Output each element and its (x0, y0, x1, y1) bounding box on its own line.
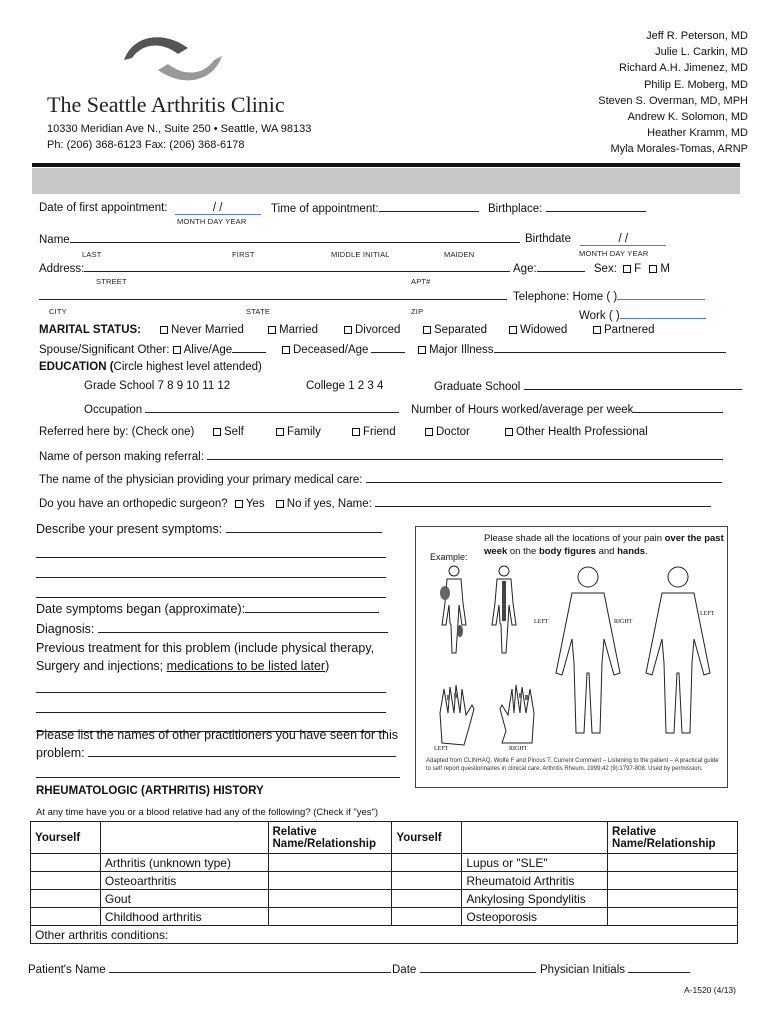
body-left2-label: LEFT (700, 611, 715, 617)
referred-option-label: Self (224, 426, 244, 438)
hand-left-label: LEFT (434, 746, 449, 752)
name-field[interactable] (70, 233, 520, 243)
relative-cell[interactable] (608, 890, 738, 908)
body-figures-icon[interactable] (426, 563, 726, 749)
col-relative: Relative Name/Relationship (608, 822, 738, 854)
marital-option-label: Widowed (520, 324, 568, 336)
symptoms-line[interactable] (36, 588, 386, 598)
name-label: Name (39, 234, 70, 246)
referred-self-checkbox[interactable] (213, 428, 221, 436)
history-table (30, 821, 738, 944)
other-conditions-cell[interactable]: Other arthritis conditions: (31, 926, 738, 944)
birthplace-label: Birthplace: (488, 203, 543, 215)
initials-row (540, 963, 690, 976)
age-label: Age: (513, 263, 537, 275)
name-row (39, 233, 520, 246)
physician-row (39, 473, 722, 486)
spouse-deceased-label: Deceased/Age (293, 344, 369, 356)
marital-option-label: Divorced (355, 324, 401, 336)
date-first-appt-label: Date of first appointment: (39, 202, 168, 214)
yourself-cell[interactable] (31, 872, 101, 890)
spouse-deceased-row (282, 343, 405, 356)
referred-label: Referred here by: (Check one) (39, 426, 195, 438)
ortho-name-field[interactable] (375, 497, 711, 507)
sex-f-label: F (634, 263, 642, 275)
referred-friend-checkbox[interactable] (352, 428, 360, 436)
marital-separated (423, 324, 487, 336)
condition-cell: Lupus or "SLE" (462, 854, 608, 872)
time-appt-field[interactable] (379, 202, 479, 212)
doctor-name: Richard A.H. Jimenez, MD (619, 62, 748, 75)
marital-partnered (593, 324, 655, 336)
table-row (31, 890, 738, 908)
prev-treatment-meds: medications to be listed later (166, 659, 326, 673)
doctor-list (598, 28, 748, 158)
symptoms-line[interactable] (36, 548, 386, 558)
college[interactable]: College 1 2 3 4 (306, 380, 384, 392)
yourself-cell[interactable] (31, 890, 101, 908)
date-began-field[interactable] (245, 603, 379, 613)
pain-instruction-text: Please shade all the locations of your pain (484, 533, 662, 544)
yourself-cell[interactable] (392, 890, 462, 908)
education-note: Circle highest level attended) (113, 361, 262, 373)
doctor-name: Jeff R. Peterson, MD (646, 30, 748, 42)
diagnosis-row (36, 622, 388, 636)
occupation-label: Occupation (84, 404, 143, 416)
referred-doctor (425, 426, 470, 438)
referred-option-label: Family (287, 426, 321, 438)
marital-married-checkbox[interactable] (268, 326, 276, 334)
referred-self (213, 426, 244, 438)
city-sub-city: CITY (49, 307, 67, 316)
address-label: Address: (39, 263, 85, 275)
ortho-label: Do you have an orthopedic surgeon? (39, 498, 228, 510)
referral-name-row (39, 450, 723, 463)
treatment-line[interactable] (36, 703, 386, 713)
col-yourself: Yourself (392, 822, 462, 854)
birthdate-slashes: / / (618, 233, 629, 245)
relative-cell[interactable] (268, 854, 392, 872)
practitioners-label: problem: (36, 746, 85, 760)
table-row (31, 908, 738, 926)
city-sub-state: STATE (246, 307, 271, 316)
symptoms-label: Describe your present symptoms: (36, 522, 223, 536)
spouse-illness-row (418, 343, 726, 356)
birthplace-field[interactable] (546, 202, 646, 212)
spouse-alive-age-field[interactable] (232, 343, 266, 353)
name-sub-last: LAST (82, 250, 102, 259)
date-began-row (36, 602, 379, 616)
telephone-home-row (513, 290, 705, 303)
col-blank (100, 822, 268, 854)
physician-label: The name of the physician providing your primary medical care: (39, 474, 363, 486)
pain-instruction-bold: body figures (538, 546, 596, 557)
telephone-work-row (579, 309, 706, 322)
yourself-cell[interactable] (392, 872, 462, 890)
sex-label: Sex: (593, 263, 617, 275)
pain-instruction (484, 532, 724, 558)
grade-school[interactable]: Grade School 7 8 9 10 11 12 (84, 380, 231, 392)
clinic-logo (118, 30, 228, 90)
hours-label: Number of Hours worked/average per week (411, 404, 634, 416)
yourself-cell[interactable] (392, 908, 462, 926)
ortho-yes-checkbox[interactable] (235, 500, 243, 508)
col-blank (462, 822, 608, 854)
hand-right-label: RIGHT (509, 746, 528, 752)
marital-partnered-checkbox[interactable] (593, 326, 601, 334)
telephone-work-label: Work ( ) (579, 310, 620, 322)
ortho-no-checkbox[interactable] (276, 500, 284, 508)
referred-option-label: Doctor (436, 426, 470, 438)
physician-field[interactable] (366, 473, 722, 483)
marital-widowed (509, 324, 567, 336)
table-header-row (31, 822, 738, 854)
table-row (31, 854, 738, 872)
pain-instruction-bold: hands (617, 546, 646, 557)
initials-field[interactable] (628, 963, 690, 973)
pain-instruction-text: . (645, 546, 648, 557)
condition-cell: Childhood arthritis (100, 908, 268, 926)
city-state-zip-field[interactable] (39, 290, 507, 300)
birthdate-sub: MONTH DAY YEAR (579, 249, 649, 258)
marital-option-label: Never Married (171, 324, 244, 336)
clinic-address: 10330 Meridian Ave N., Suite 250 • Seattle, WA 98133 (47, 123, 312, 135)
body-right-label: RIGHT (614, 619, 633, 625)
condition-cell: Osteoporosis (462, 908, 608, 926)
col-yourself: Yourself (31, 822, 101, 854)
birthdate-field[interactable] (580, 233, 666, 246)
spouse-illness-field[interactable] (494, 343, 726, 353)
birthdate-row (525, 233, 666, 246)
occupation-row (84, 403, 399, 416)
practitioners-line[interactable] (36, 768, 400, 778)
sex-m-label: M (660, 263, 670, 275)
practitioners-row (36, 746, 396, 760)
condition-cell: Osteoarthritis (100, 872, 268, 890)
name-sub-maiden: MAIDEN (444, 250, 475, 259)
time-appt-label: Time of appointment: (271, 203, 379, 215)
symptoms-row (36, 522, 382, 536)
hours-field[interactable] (633, 403, 723, 413)
ortho-row (39, 497, 711, 510)
marital-never-checkbox[interactable] (160, 326, 168, 334)
history-question: At any time have you or a blood relative had any of the following? (Check if "yes") (36, 807, 379, 818)
yourself-cell[interactable] (31, 908, 101, 926)
date-first-appt-sub: MONTH DAY YEAR (177, 217, 247, 226)
pain-instruction-text: and (598, 546, 615, 557)
doctor-name: Julie L. Carkin, MD (655, 46, 748, 59)
footer-date-field[interactable] (420, 963, 536, 973)
relative-cell[interactable] (268, 872, 392, 890)
header-grey-band (32, 168, 740, 194)
sex-m-checkbox[interactable] (649, 265, 657, 273)
ortho-no-label: No if yes, Name: (286, 498, 372, 510)
graduate-row (434, 380, 742, 393)
referred-family-checkbox[interactable] (276, 428, 284, 436)
occupation-field[interactable] (145, 403, 399, 413)
city-sub-zip: ZIP (411, 307, 424, 316)
spouse-deceased-checkbox[interactable] (282, 346, 290, 354)
spouse-deceased-age-field[interactable] (371, 343, 405, 353)
marital-option-label: Separated (434, 324, 488, 336)
practitioners-1: Please list the names of other practitioners you have seen for this (36, 728, 398, 742)
education-row (39, 361, 262, 373)
diagnosis-field[interactable] (98, 623, 388, 633)
referred-other-checkbox[interactable] (505, 428, 513, 436)
spouse-alive-checkbox[interactable] (173, 346, 181, 354)
name-sub-first: FIRST (232, 250, 255, 259)
history-title: RHEUMATOLOGIC (ARTHRITIS) HISTORY (36, 785, 264, 797)
clinic-phone-fax: Ph: (206) 368-6123 Fax: (206) 368-6178 (47, 139, 245, 151)
addr-sub-apt: APT# (411, 277, 431, 286)
figure-credit: Adapted from CLINHAQ, Wolfe F and Pincus T. Current Comment – Listening to the patient – A practical guide to self report questionnaires in clinical care. Arthritis Rheum. 1999;42 (9):1797-808. Used by permission. (426, 758, 719, 772)
referral-name-field[interactable] (207, 450, 723, 460)
address-field[interactable] (84, 262, 510, 272)
name-sub-middle: MIDDLE INITIAL (331, 250, 390, 259)
footer-date-row (392, 963, 536, 976)
education-label: EDUCATION ( (39, 361, 114, 373)
marital-row (39, 324, 141, 336)
referred-option-label: Friend (363, 426, 396, 438)
yourself-cell[interactable] (392, 854, 462, 872)
sex-f-checkbox[interactable] (623, 265, 631, 273)
graduate-field[interactable] (524, 380, 742, 390)
initials-label: Physician Initials (540, 964, 626, 976)
doctor-name: Andrew K. Solomon, MD (627, 111, 748, 124)
condition-cell: Arthritis (unknown type) (100, 854, 268, 872)
prev-treatment-2-row (36, 659, 329, 673)
relative-cell[interactable] (268, 890, 392, 908)
footer-date-label: Date (392, 964, 417, 976)
date-first-appt-field[interactable] (175, 202, 261, 215)
birthplace-row (488, 202, 646, 215)
relative-cell[interactable] (268, 908, 392, 926)
address-row (39, 262, 510, 275)
addr-sub-street: STREET (96, 277, 127, 286)
date-slashes: / / (212, 202, 223, 214)
yourself-cell[interactable] (31, 854, 101, 872)
marital-divorced-checkbox[interactable] (344, 326, 352, 334)
doctor-name: Steven S. Overman, MD, MPH (598, 94, 748, 107)
referral-name-label: Name of person making referral: (39, 451, 204, 463)
col-relative: Relative Name/Relationship (268, 822, 392, 854)
city-row (39, 290, 507, 303)
relative-cell[interactable] (608, 854, 738, 872)
spouse-alive-label: Alive/Age (183, 344, 233, 356)
relative-cell[interactable] (608, 908, 738, 926)
spouse-label: Spouse/Significant Other: (39, 344, 170, 356)
date-began-label: Date symptoms began (approximate): (36, 602, 246, 616)
doctor-name: Myla Morales-Tomas, ARNP (610, 143, 748, 156)
referred-doctor-checkbox[interactable] (425, 428, 433, 436)
time-appt-row (271, 202, 479, 215)
condition-cell: Rheumatoid Arthritis (462, 872, 608, 890)
doctor-name: Heather Kramm, MD (647, 127, 748, 140)
marital-separated-checkbox[interactable] (423, 326, 431, 334)
symptoms-line[interactable] (36, 568, 386, 578)
spouse-illness-checkbox[interactable] (418, 346, 426, 354)
patient-name-row (28, 963, 391, 976)
condition-cell: Gout (100, 890, 268, 908)
date-first-appt-row (39, 202, 257, 215)
spouse-row (39, 343, 266, 356)
treatment-line[interactable] (36, 683, 386, 693)
ortho-yes-label: Yes (245, 498, 265, 510)
practitioners-field[interactable] (88, 747, 396, 757)
marital-option-label: Married (279, 324, 318, 336)
marital-divorced (344, 324, 400, 336)
spouse-illness-label: Major Illness (429, 344, 494, 356)
age-sex-row (513, 262, 670, 275)
table-row (31, 872, 738, 890)
diagnosis-label: Diagnosis: (36, 622, 95, 636)
marital-married (268, 324, 318, 336)
clinic-name: The Seattle Arthritis Clinic (47, 92, 285, 117)
prev-treatment-1: Previous treatment for this problem (include physical therapy, (36, 641, 375, 655)
hours-row (411, 403, 723, 416)
marital-label: MARITAL STATUS: (39, 324, 141, 336)
example-label: Example: (430, 552, 468, 562)
pain-instruction-text: on the (509, 546, 537, 557)
form-code: A-1520 (4/13) (684, 985, 736, 995)
header-divider (32, 163, 740, 167)
birthdate-label: Birthdate (525, 233, 572, 245)
age-field[interactable] (537, 262, 585, 272)
relative-cell[interactable] (608, 872, 738, 890)
patient-name-field[interactable] (109, 963, 391, 973)
referred-option-label: Other Health Professional (516, 426, 648, 438)
marital-never (160, 324, 244, 336)
referred-other (505, 426, 648, 438)
referred-family (276, 426, 321, 438)
prev-treatment-2: Surgery and injections; (36, 659, 164, 673)
patient-name-label: Patient's Name (28, 964, 106, 976)
table-row-other (31, 926, 738, 944)
doctor-name: Philip E. Moberg, MD (644, 78, 748, 91)
prev-treatment-end: ) (325, 659, 330, 673)
telephone-home-label: Telephone: Home ( ) (513, 291, 618, 303)
pain-diagram (415, 526, 728, 788)
symptoms-field[interactable] (226, 523, 382, 533)
marital-widowed-checkbox[interactable] (509, 326, 517, 334)
body-left-label: LEFT (534, 619, 549, 625)
telephone-home-field[interactable] (617, 290, 705, 300)
marital-option-label: Partnered (604, 324, 655, 336)
graduate-label: Graduate School (434, 381, 521, 393)
pain-instruction-bold: over the past week (484, 533, 724, 557)
telephone-work-field[interactable] (620, 309, 706, 319)
condition-cell: Ankylosing Spondylitis (462, 890, 608, 908)
referred-friend (352, 426, 396, 438)
